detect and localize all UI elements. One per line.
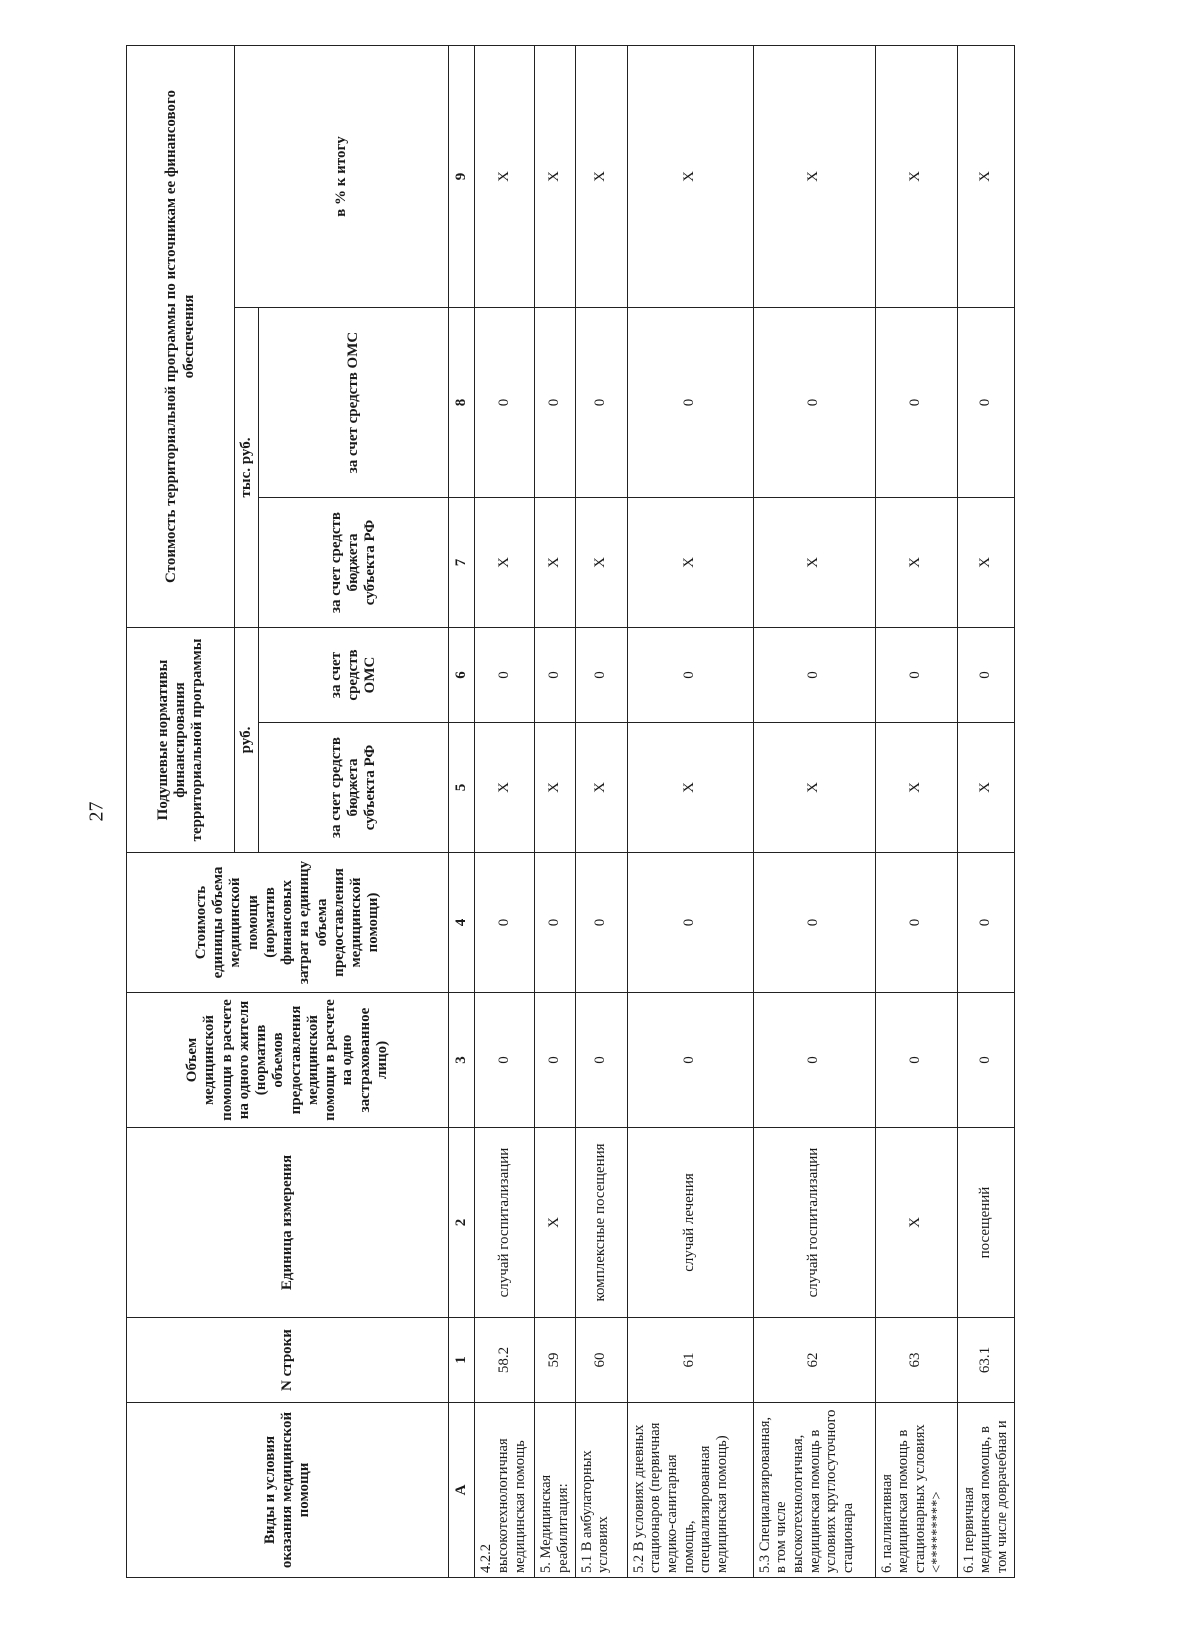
table-row bbox=[535, 45, 575, 1577]
cell-percent: X bbox=[475, 45, 535, 307]
cell-cost-oms: 0 bbox=[535, 308, 575, 498]
cell-volume: 0 bbox=[875, 993, 957, 1128]
cell-cost-budget: X bbox=[627, 498, 753, 628]
cell-volume: 0 bbox=[627, 993, 753, 1128]
header-unit-trub: тыс. руб. bbox=[235, 308, 259, 628]
cell-cost-budget: X bbox=[475, 498, 535, 628]
header-unit-rub: руб. bbox=[235, 628, 259, 853]
cell-cost-budget: X bbox=[753, 498, 875, 628]
row-unit: комплексные посещения bbox=[575, 1128, 627, 1318]
index-cell: 5 bbox=[449, 723, 475, 853]
cell-unit-cost: 0 bbox=[753, 853, 875, 993]
cell-pc-budget: X bbox=[957, 723, 1014, 853]
cell-cost-oms: 0 bbox=[753, 308, 875, 498]
table-row bbox=[753, 45, 875, 1577]
row-number: 60 bbox=[575, 1318, 627, 1403]
header-col-9: в % к итогу bbox=[235, 45, 449, 307]
cell-percent: X bbox=[575, 45, 627, 307]
header-col-a: Виды и условия оказания медицинской помощи bbox=[127, 1403, 449, 1578]
cell-pc-budget: X bbox=[535, 723, 575, 853]
header-col-1: N строки bbox=[127, 1318, 449, 1403]
cell-pc-budget: X bbox=[875, 723, 957, 853]
header-col-8: за счет средств ОМС bbox=[259, 308, 449, 498]
row-number: 61 bbox=[627, 1318, 753, 1403]
row-unit: случай госпитализации bbox=[753, 1128, 875, 1318]
cell-percent: X bbox=[535, 45, 575, 307]
row-number: 63.1 bbox=[957, 1318, 1014, 1403]
header-col-6: за счет средств ОМС bbox=[259, 628, 449, 723]
table-row bbox=[575, 45, 627, 1577]
row-label: 4.2.2 высокотехнологичная медицинская помощь bbox=[475, 1403, 535, 1578]
header-col-3: Объем медицинской помощи в расчете на одного жителя (норматив объемов предоставления медицинской помощи в расчете на одно застрахованное лицо) bbox=[127, 993, 449, 1128]
cell-cost-oms: 0 bbox=[957, 308, 1014, 498]
header-group-per-capita: Подушевые нормативы финансирования территориальной программы bbox=[127, 628, 235, 853]
row-unit: X bbox=[535, 1128, 575, 1318]
budget-table bbox=[126, 45, 1015, 1578]
index-cell: 9 bbox=[449, 45, 475, 307]
header-group-cost: Стоимость территориальной программы по источникам ее финансового обеспечения bbox=[127, 45, 235, 627]
cell-unit-cost: 0 bbox=[627, 853, 753, 993]
cell-percent: X bbox=[627, 45, 753, 307]
index-cell: А bbox=[449, 1403, 475, 1578]
cell-cost-budget: X bbox=[575, 498, 627, 628]
cell-unit-cost: 0 bbox=[875, 853, 957, 993]
index-cell: 8 bbox=[449, 308, 475, 498]
cell-pc-oms: 0 bbox=[875, 628, 957, 723]
index-cell: 1 bbox=[449, 1318, 475, 1403]
cell-unit-cost: 0 bbox=[535, 853, 575, 993]
cell-pc-oms: 0 bbox=[753, 628, 875, 723]
row-label: 5.1 В амбулаторных условиях bbox=[575, 1403, 627, 1578]
header-col-2: Единица измерения bbox=[127, 1128, 449, 1318]
row-number: 63 bbox=[875, 1318, 957, 1403]
cell-pc-oms: 0 bbox=[535, 628, 575, 723]
cell-volume: 0 bbox=[957, 993, 1014, 1128]
page-number: 27 bbox=[85, 801, 108, 822]
index-cell: 6 bbox=[449, 628, 475, 723]
row-label: 6.1 первичная медицинская помощь, в том числе доврачебная и bbox=[957, 1403, 1014, 1578]
cell-pc-oms: 0 bbox=[575, 628, 627, 723]
cell-cost-budget: X bbox=[535, 498, 575, 628]
cell-pc-budget: X bbox=[475, 723, 535, 853]
cell-volume: 0 bbox=[575, 993, 627, 1128]
row-label: 5.2 В условиях дневных стационаров (первичная медико-санитарная помощь, специализированная медицинская помощь) bbox=[627, 1403, 753, 1578]
cell-cost-oms: 0 bbox=[875, 308, 957, 498]
cell-volume: 0 bbox=[475, 993, 535, 1128]
row-number: 59 bbox=[535, 1318, 575, 1403]
index-cell: 3 bbox=[449, 993, 475, 1128]
row-label: 6. паллиативная медицинская помощь в стационарных условиях <*********> bbox=[875, 1403, 957, 1578]
row-unit: посещений bbox=[957, 1128, 1014, 1318]
cell-pc-oms: 0 bbox=[475, 628, 535, 723]
cell-volume: 0 bbox=[535, 993, 575, 1128]
rotated-table-container bbox=[126, 46, 1010, 1578]
row-number: 62 bbox=[753, 1318, 875, 1403]
row-unit: X bbox=[875, 1128, 957, 1318]
header-col-5: за счет средств бюджета субъекта РФ bbox=[259, 723, 449, 853]
table-row bbox=[627, 45, 753, 1577]
cell-percent: X bbox=[875, 45, 957, 307]
index-cell: 4 bbox=[449, 853, 475, 993]
cell-pc-budget: X bbox=[627, 723, 753, 853]
header-col-4: Стоимость единицы объема медицинской помощи (норматив финансовых затрат на единицу объема предоставления медицинской помощи) bbox=[127, 853, 449, 993]
index-cell: 7 bbox=[449, 498, 475, 628]
row-label: 5.3 Специализированная, в том числе высокотехнологичная, медицинская помощь в условиях круглосуточного стационара bbox=[753, 1403, 875, 1578]
cell-cost-oms: 0 bbox=[575, 308, 627, 498]
cell-pc-budget: X bbox=[575, 723, 627, 853]
row-unit: случай госпитализации bbox=[475, 1128, 535, 1318]
cell-unit-cost: 0 bbox=[475, 853, 535, 993]
row-label: 5. Медицинская реабилитация: bbox=[535, 1403, 575, 1578]
cell-pc-budget: X bbox=[753, 723, 875, 853]
column-index-row bbox=[449, 45, 475, 1577]
table-row bbox=[957, 45, 1014, 1577]
cell-volume: 0 bbox=[753, 993, 875, 1128]
cell-percent: X bbox=[957, 45, 1014, 307]
row-number: 58.2 bbox=[475, 1318, 535, 1403]
index-cell: 2 bbox=[449, 1128, 475, 1318]
cell-cost-budget: X bbox=[875, 498, 957, 628]
table-row bbox=[875, 45, 957, 1577]
cell-cost-oms: 0 bbox=[627, 308, 753, 498]
header-col-7: за счет средств бюджета субъекта РФ bbox=[259, 498, 449, 628]
cell-pc-oms: 0 bbox=[627, 628, 753, 723]
cell-unit-cost: 0 bbox=[957, 853, 1014, 993]
row-unit: случай лечения bbox=[627, 1128, 753, 1318]
cell-cost-oms: 0 bbox=[475, 308, 535, 498]
table-row bbox=[475, 45, 535, 1577]
cell-cost-budget: X bbox=[957, 498, 1014, 628]
cell-pc-oms: 0 bbox=[957, 628, 1014, 723]
cell-percent: X bbox=[753, 45, 875, 307]
cell-unit-cost: 0 bbox=[575, 853, 627, 993]
